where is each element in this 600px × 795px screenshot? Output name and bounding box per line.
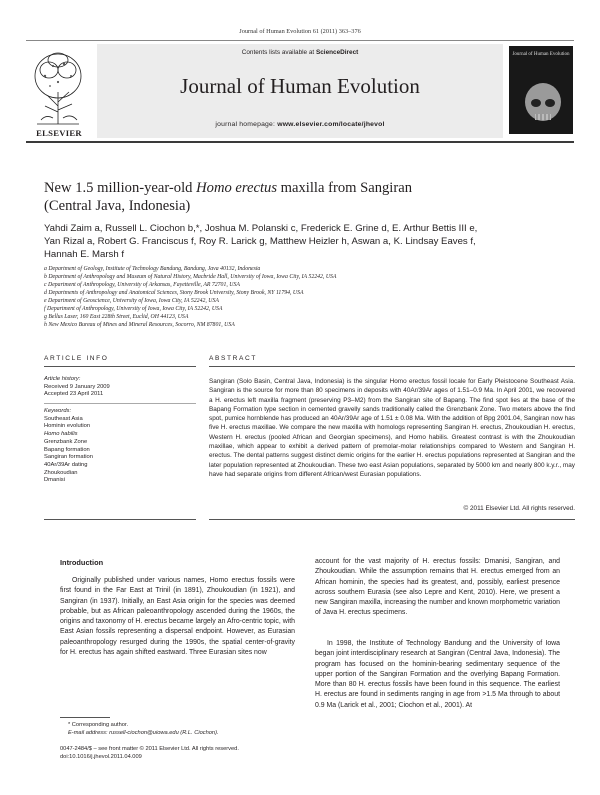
keyword: Bapang formation [44,446,90,453]
keywords-label: Keywords: [44,408,72,414]
abstract-end-rule [209,519,575,520]
received-date: Received 9 January 2009 [44,383,110,390]
abstract-heading: ABSTRACT [209,355,257,362]
abstract-copyright: © 2011 Elsevier Ltd. All rights reserved. [463,505,575,512]
info-end-rule [44,519,196,520]
article-info-rule [44,366,196,367]
article-history [44,376,194,399]
affiliation: f Department of Anthropology, University of Iowa, Iowa City, IA 52242, USA [44,306,223,312]
title-part-1: New 1.5 million-year-old [44,180,197,196]
affiliation: e Department of Geoscience, University of Iowa, Iowa City, IA 52242, USA [44,298,219,304]
affiliation: h New Mexico Bureau of Mines and Mineral Resources, Socorro, NM 87801, USA [44,322,235,328]
issn-line: 0047-2484/$ – see front matter © 2011 Elsevier Ltd. All rights reserved. [60,746,239,752]
intro-right-paragraph-1: account for the vast majority of H. erectus fossils: Dmanisi, Sangiran, and Zhoukoudian. While the assumption remains that H. erectus emerged from an African hominin, the species had its greatest, and, possibly, earliest presence across southern Eurasia (see also Lepre and Kent, 2010). Here, we present a new Sangiran maxilla, increasing the number and known morphometric variation of Java H. erectus specimens. [315,558,560,617]
doi-line[interactable]: doi:10.1016/j.jhevol.2011.04.009 [60,754,142,760]
email-note: E-mail address: russell-ciochon@uiowa.edu (R.L. Ciochon). [68,730,219,736]
article-info-heading: ARTICLE INFO [44,355,109,362]
introduction-heading: Introduction [60,558,104,567]
keyword: Grenzbank Zone [44,438,88,445]
keyword: Hominin evolution [44,423,91,430]
accepted-date: Accepted 23 April 2011 [44,391,104,398]
title-part-2: maxilla from Sangiran [277,180,412,196]
cover-title: Journal of Human Evolution [512,52,570,57]
publisher-wordmark: ELSEVIER [36,128,82,138]
journal-cover-image [509,46,573,134]
title-line-2: (Central Java, Indonesia) [44,197,191,214]
homepage-prefix: journal homepage: [215,121,278,128]
affiliation: g Bellus Laser, 160 East 228th Street, Euclid, OH 44123, USA [44,314,189,320]
contents-prefix: Contents lists available at [241,49,316,56]
keyword: 40Ar/39Ar dating [44,461,88,468]
abstract-rule [209,366,575,367]
authors-line-3: Hannah E. Marsh f [44,249,124,260]
authors-line-2: Yan Rizal a, Robert G. Franciscus f, Roy R. Larick g, Matthew Heizler h, Aswan a, K. Lindsay Eaves f, [44,236,476,247]
keyword: Southeast Asia [44,415,83,422]
history-label: Article history: [44,376,81,382]
author-list [44,222,564,261]
elsevier-tree-logo [31,46,86,130]
footnote-rule [60,717,110,718]
history-divider [44,403,196,404]
authors-line-1: Yahdi Zaim a, Russell L. Ciochon b,*, Joshua M. Polanski c, Frederick E. Grine d, E. Arthur Bettis III e, [44,223,478,234]
title-italic-species: Homo erectus [196,180,278,196]
affiliation: b Department of Anthropology and Museum of Natural History, Macbride Hall, University of Iowa, Iowa City, IA 52242, USA [44,274,337,280]
journal-reference: Journal of Human Evolution 61 (2011) 363–376 [239,28,361,35]
intro-left-column: Originally published under various names, Homo erectus fossils were first found in the Far East at Trinil (in 1891), Zhoukoudian (in 1921), and Sangiran (in 1937). Initially, an East Asia origin for the species was deemed probable, but as African paleoanthropology ascended during the 1960s, the origins and taxonomy of H. erectus became largely an Afro-centric topic, with East Asian fossils representing a dispersal endpoint. However, as Eurasian paleoanthropology resurged during the 1990s, the spatial center-of-gravity for H. erectus has again shifted eastward. Three Eurasian sites now [60,577,295,657]
skull-cover-icon [509,46,573,134]
homepage-link[interactable]: www.elsevier.com/locate/jhevol [277,121,385,128]
keywords-block [44,408,194,485]
homepage-line [97,121,503,128]
keyword: Zhoukoudian [44,469,78,476]
article-title [44,180,564,215]
affiliation: a Department of Geology, Institute of Technology Bandung, Bandung, Java 40132, Indonesia [44,266,261,272]
sciencedirect-link[interactable]: ScienceDirect [315,49,359,56]
affiliation: c Department of Anthropology, University of Arkansas, Fayetteville, AR 72701, USA [44,282,240,288]
keyword: Homo habilis [44,431,78,438]
journal-title: Journal of Human Evolution [180,74,420,98]
keyword: Dmanisi [44,477,65,484]
keyword: Sangiran formation [44,454,93,461]
abstract-text: Sangiran (Solo Basin, Central Java, Indonesia) is the singular Homo erectus fossil locale for Early Pleistocene Southeast Asia. Sangiran is the source for more than 80 specimens in deposits with 40Ar/39Ar ages of 1.51–0.9 Ma. In April 2001, we recovered a H. erectus left maxilla fragment (preserving P3–M2) from the Sangiran site of Bapang. The find spot lies at the base of the Bapang Formation type section in cemented gravelly sands traditionally called the Grenzbank Zone. Two meters above the find spot, pumice hornblende has produced an 40Ar/39Ar age of 1.51 ± 0.08 Ma. With the addition of Bpg 2001.04, Sangiran now has five H. erectus maxillae. We compare the new maxilla with homologs representing Sangiran H. erectus, Zhoukoudian H. erectus, Western H. erectus (pooled African and Georgian specimens), and Homo habilis. Greatest contrast is with the Zhoukoudian maxillae, which appear to exhibit a derived pattern of premolar-molar relationships compared to Western and Sangiran H. erectus. The dental patterns suggest distinct demic origins for the earlier H. erectus populations represented at Sangiran and the later population represented at Zhoukoudian. These two east Asian populations, separated by 5000 km and nearly 800 k.y.r., may have had separate origins from different African/west Eurasian populations. [209,378,575,478]
affiliation: d Departments of Anthropology and Anatomical Sciences, Stony Brook University, Stony Brook, NY 11794, USA [44,290,304,296]
intro-right-paragraph-2: In 1998, the Institute of Technology Bandung and the University of Iowa began joint interdisciplinary research at Sangiran (Central Java, Indonesia). The program has focused on the hominin-bearing sedimentary sequence of the upper portion of the Sangiran Formation and the overlying Bapang Formation. More than 80 H. erectus fossils have been found in this sequence. The earliest H. erectus are found in sediments ranging in age from >1.5 Ma through to about 0.9 Ma (Larick et al., 2001; Ciochon et al., 2001). At [315,640,560,709]
contents-line [97,49,503,56]
corresponding-author-note: * Corresponding author. [68,722,129,728]
